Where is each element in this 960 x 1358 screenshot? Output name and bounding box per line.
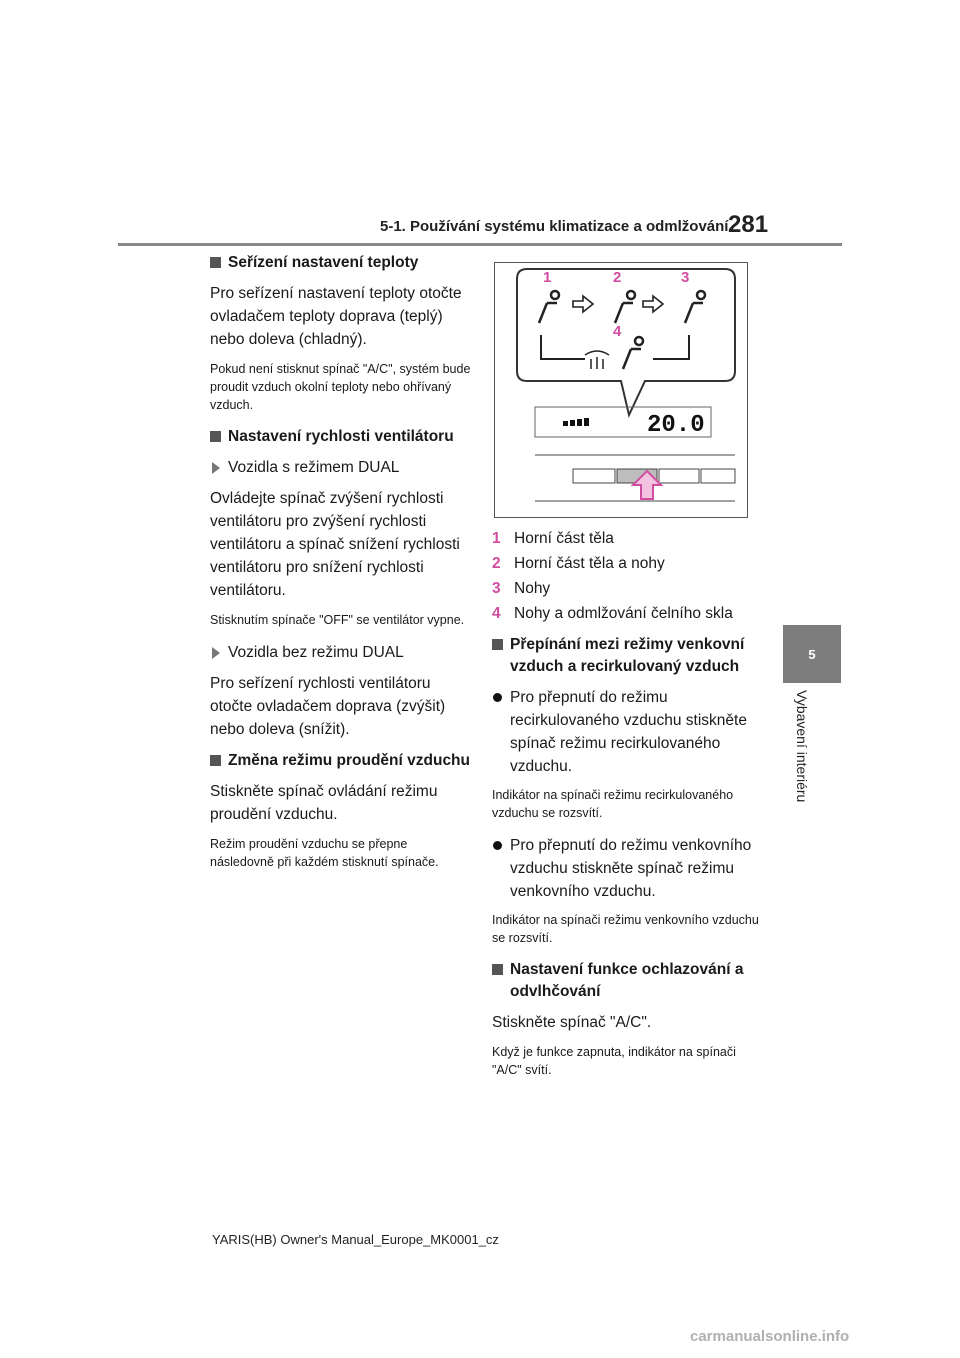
figure-label-2: 2 (613, 269, 622, 286)
left-column (210, 252, 472, 883)
note: Když je funkce zapnuta, indikátor na spínači "A/C" svítí. (492, 1045, 736, 1077)
paragraph: Pro seřízení rychlosti ventilátoru otočte ovladačem doprava (zvýšit) nebo doleva (snížit). (210, 675, 446, 738)
header-divider (118, 243, 842, 246)
square-bullet-icon (210, 257, 221, 268)
square-bullet-icon (492, 639, 503, 650)
square-bullet-icon (492, 964, 503, 975)
note: Režim proudění vzduchu se přepne následovně při každém stisknutí spínače. (210, 837, 439, 869)
chapter-tab[interactable]: 5 (783, 625, 841, 683)
illustration-graphic (495, 263, 749, 519)
triangle-bullet-icon (212, 462, 220, 474)
note: Indikátor na spínači režimu venkovního vzduchu se rozsvítí. (492, 913, 759, 945)
airflow-mode-illustration (494, 262, 748, 518)
temperature-readout: 20.0 (647, 412, 705, 439)
sub-heading-dual: Vozidla s režimem DUAL (210, 456, 472, 479)
heading-cooling: Nastavení funkce ochlazování a odvlhčování (492, 959, 760, 1003)
bullet-item: Pro přepnutí do režimu venkovního vzduchu stiskněte spínač režimu venkovního vzduchu. (492, 834, 760, 903)
section-title: 5-1. Používání systému klimatizace a odmlžování (380, 218, 729, 235)
paragraph: Stiskněte spínač ovládání režimu proudění vzduchu. (210, 783, 438, 823)
chapter-side-label: Vybavení interiéru (794, 690, 810, 803)
sub-heading-no-dual: Vozidla bez režimu DUAL (210, 641, 472, 664)
footer: YARIS(HB) Owner's Manual_Europe_MK0001_cz (212, 1232, 499, 1247)
note: Pokud není stisknut spínač "A/C", systém bude proudit vzduch okolní teploty nebo ohřívaný vzduch. (210, 362, 471, 412)
paragraph: Ovládejte spínač zvýšení rychlosti ventilátoru pro zvýšení rychlosti ventilátoru a spínač snížení rychlosti ventilátoru pro snížení rychlosti ventilátoru. (210, 490, 460, 599)
dot-bullet-icon (493, 693, 502, 702)
note: Indikátor na spínači režimu recirkulovaného vzduchu se rozsvítí. (492, 788, 734, 820)
figure-label-4: 4 (613, 323, 622, 340)
heading-airflow-mode: Změna režimu proudění vzduchu (210, 750, 472, 772)
right-column (492, 526, 760, 1091)
heading-air-intake: Přepínání mezi režimy venkovní vzduch a recirkulovaný vzduch (492, 634, 760, 678)
list-item: 3 Nohy (492, 580, 551, 597)
page-number: 281 (728, 211, 769, 238)
list-item: 2 Horní část těla a nohy (492, 555, 665, 572)
heading-temperature: Seřízení nastavení teploty (210, 252, 472, 274)
airflow-mode-list (492, 526, 760, 626)
bullet-item: Pro přepnutí do režimu recirkulovaného vzduchu stiskněte spínač režimu recirkulovaného vzduchu. (492, 686, 760, 778)
note: Stisknutím spínače "OFF" se ventilátor vypne. (210, 613, 465, 627)
figure-label-3: 3 (681, 269, 690, 286)
list-item: 4 Nohy a odmlžování čelního skla (492, 605, 733, 622)
square-bullet-icon (210, 755, 221, 766)
paragraph: Stiskněte spínač "A/C". (492, 1014, 652, 1031)
heading-fan-speed: Nastavení rychlosti ventilátoru (210, 426, 472, 448)
paragraph: Pro seřízení nastavení teploty otočte ovladačem teploty doprava (teplý) nebo doleva (chladný). (210, 285, 462, 348)
list-item: 1 Horní část těla (492, 530, 614, 547)
figure-label-1: 1 (543, 269, 552, 286)
watermark: carmanualsonline.info (690, 1328, 850, 1345)
triangle-bullet-icon (212, 647, 220, 659)
dot-bullet-icon (493, 841, 502, 850)
square-bullet-icon (210, 431, 221, 442)
